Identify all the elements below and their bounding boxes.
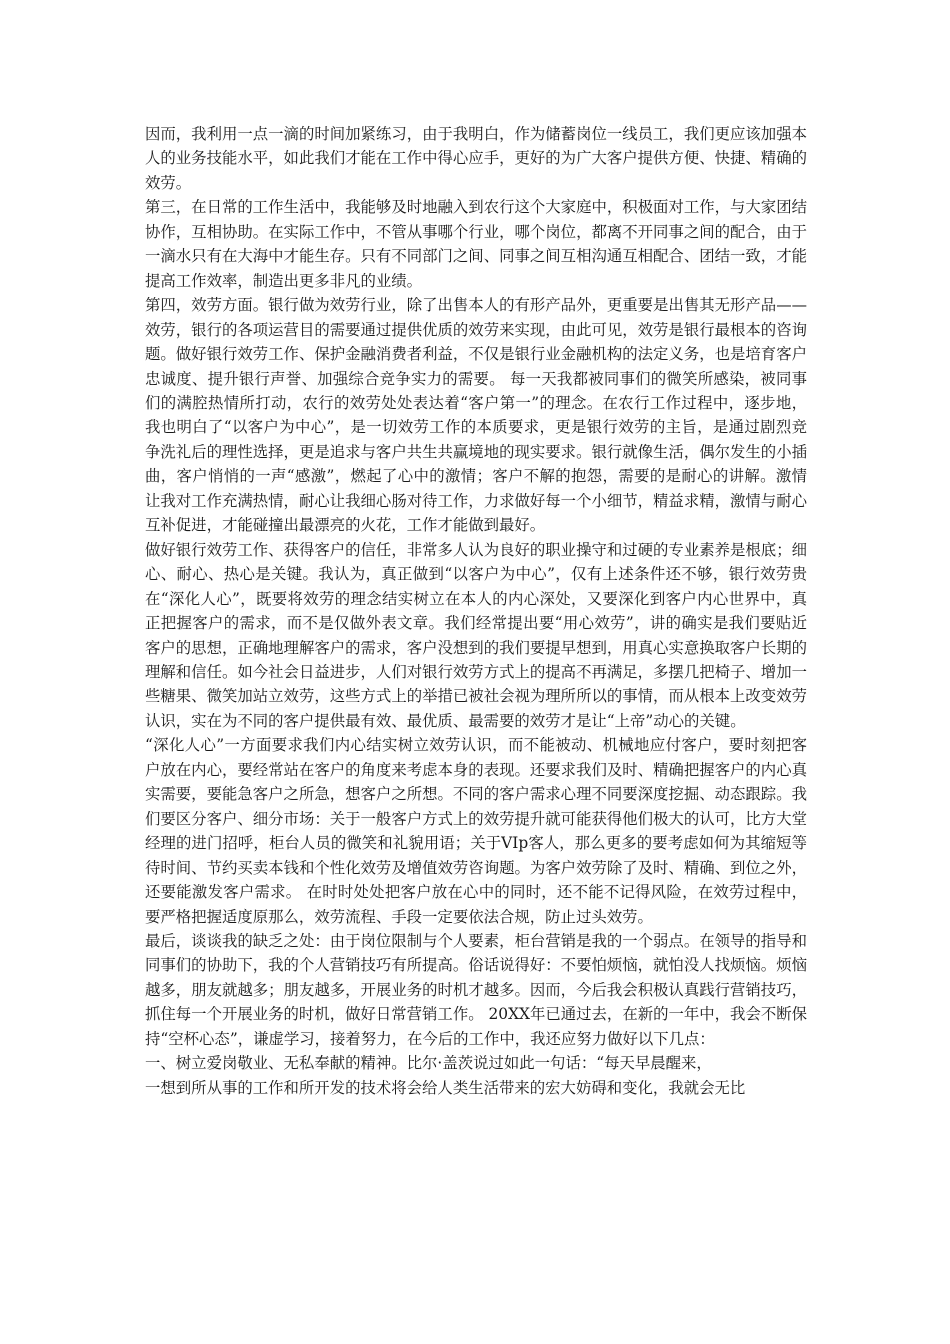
paragraph-deepen-hearts: “深化人心”一方面要求我们内心结实树立效劳认识，而不能被动、机械地应付客户，要时刻把客户放在内心，要经常站在客户的角度来考虑本身的表现。还要求我们及时、精确把握客户的内心真实需要，要能急客户之所急，想客户之所想。不同的客户需求心理不同要深度挖掘、动态跟踪。我们要区分客户、细分市场：关于一般客户方式上的效劳提升就可能获得他们极大的认可，比方大堂经理的进门招呼，柜台人员的微笑和礼貌用语；关于VIp客人，那么更多的要考虑如何为其缩短等待时间、节约买卖本钱和个性化效劳及增值效劳咨询题。为客户效劳除了及时、精确、到位之外，还要能激发客户需求。 在时时处处把客户放在心中的同时，还不能不记得风险，在效劳过程中，要严格把握适度原那么，效劳流程、手段一定要依法合规，防止过头效劳。 xyxy=(145,736,807,926)
paragraph-practice: 因而，我利用一点一滴的时间加紧练习，由于我明白，作为储蓄岗位一线员工，我们更应该加强本人的业务技能水平，如此我们才能在工作中得心应手，更好的为广大客户提供方便、快捷、精确的效劳。 xyxy=(145,125,807,192)
paragraph-continuation: 一想到所从事的工作和所开发的技术将会给人类生活带来的宏大妨碍和变化，我就会无比 xyxy=(145,1078,746,1097)
document-body xyxy=(145,122,807,1100)
paragraph-shortcomings: 最后，谈谈我的缺乏之处：由于岗位限制与个人要素，柜台营销是我的一个弱点。在领导的指导和同事们的协助下，我的个人营销技巧有所提高。俗话说得好：不要怕烦恼，就怕没人找烦恼。烦恼越多，朋友就越多；朋友越多，开展业务的时机才越多。因而，今后我会积极认真践行营销技巧，抓住每一个开展业务的时机，做好日常营销工作。 20XX年已通过去，在新的一年中，我会不断保持“空杯心态”，谦虚学习，接着努力，在今后的工作中，我还应努力做好以下几点： xyxy=(145,931,808,1048)
paragraph-customer-trust: 做好银行效劳工作、获得客户的信任，非常多人认为良好的职业操守和过硬的专业素养是根底；细心、耐心、热心是关键。我认为，真正做到“以客户为中心”，仅有上述条件还不够，银行效劳贵在“深化人心”，既要将效劳的理念结实树立在本人的内心深处，又要深化到客户内心世界中，真正把握客户的需求，而不是仅做外表文章。我们经常提出要“用心效劳”，讲的确实是我们要贴近客户的思想，正确地理解客户的需求，客户没想到的我们要提早想到，用真心实意换取客户长期的理解和信任。如今社会日益进步，人们对银行效劳方式上的提高不再满足，多摆几把椅子、增加一些糖果、微笑加站立效劳，这些方式上的举措已被社会视为理所所以的事情，而从根本上改变效劳认识，实在为不同的客户提供最有效、最优质、最需要的效劳才是让“上帝”动心的关键。 xyxy=(145,540,807,730)
paragraph-fourth-service: 第四，效劳方面。银行做为效劳行业，除了出售本人的有形产品外，更重要是出售其无形产品——效劳，银行的各项运营目的需要通过提供优质的效劳来实现，由此可见，效劳是银行最根本的咨询题。做好银行效劳工作、保护金融消费者利益，不仅是银行业金融机构的法定义务，也是培育客户忠诚度、提升银行声誉、加强综合竞争实力的需要。 每一天我都被同事们的微笑所感染，被同事们的满腔热情所打动，农行的效劳处处表达着“客户第一”的理念。在农行工作过程中，逐步地，我也明白了“以客户为中心”，是一切效劳工作的本质要求，更是银行效劳的主旨，是通过剧烈竞争洗礼后的理性选择，更是追求与客户共生共赢境地的现实要求。银行就像生活，偶尔发生的小插曲，客户悄悄的一声“感激”，燃起了心中的激情；客户不解的抱怨，需要的是耐心的讲解。激情让我对工作充满热情，耐心让我细心肠对待工作，力求做好每一个小细节，精益求精，激情与耐心互补促进，才能碰撞出最漂亮的火花，工作才能做到最好。 xyxy=(145,296,807,535)
paragraph-point-one: 一、树立爱岗敬业、无私奉献的精神。比尔·盖茨说过如此一句话：“每天早晨醒来， xyxy=(145,1054,712,1073)
paragraph-third-teamwork: 第三，在日常的工作生活中，我能够及时地融入到农行这个大家庭中，积极面对工作，与大家团结协作，互相协助。在实际工作中，不管从事哪个行业，哪个岗位，都离不开同事之间的配合，由于一滴水只有在大海中才能生存。只有不同部门之间、同事之间互相沟通互相配合、团结一致，才能提高工作效率，制造出更多非凡的业绩。 xyxy=(145,198,807,290)
